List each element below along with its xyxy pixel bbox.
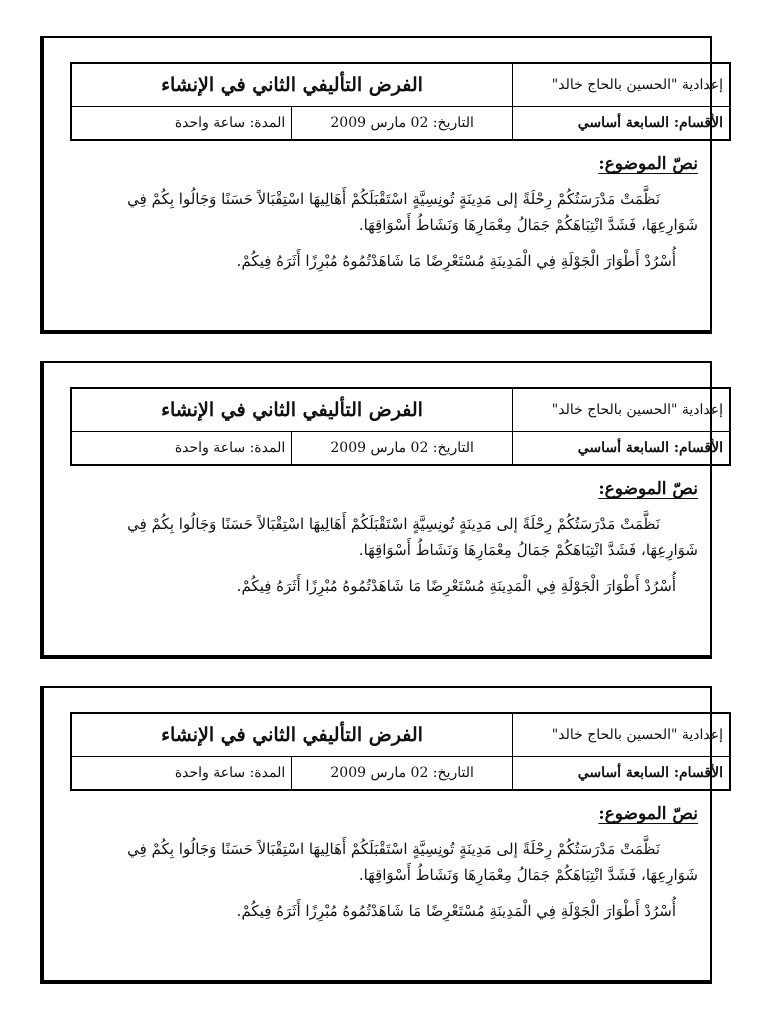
exam-duration: المدة: ساعة واحدة <box>71 757 292 791</box>
school-name: إعدادية "الحسين بالحاج خالد" <box>513 388 731 432</box>
topic-paragraph <box>68 186 698 274</box>
exam-header-table <box>70 62 731 141</box>
exam-duration: المدة: ساعة واحدة <box>71 107 292 141</box>
exam-title: الفرض التأليفي الثاني في الإنشاء <box>71 388 513 432</box>
exam-duration: المدة: ساعة واحدة <box>71 432 292 466</box>
paragraph-line: شَوَارِعِهَا، فَشَدَّ انْتِبَاهَكُمْ جَمَالُ مِعْمَارِهَا وَنَشَاطُ أَسْوَاقِهَا. <box>358 216 698 234</box>
topic-label: نصّ الموضوع: <box>598 804 698 824</box>
paragraph-line: شَوَارِعِهَا، فَشَدَّ انْتِبَاهَكُمْ جَمَالُ مِعْمَارِهَا وَنَشَاطُ أَسْوَاقِهَا. <box>358 541 698 559</box>
school-name: إعدادية "الحسين بالحاج خالد" <box>513 63 731 107</box>
exam-date: التاريخ: 02 مارس 2009 <box>292 432 513 466</box>
paragraph-line: نَظَّمَتْ مَدْرَسَتُكُمْ رِحْلَةً إلى مَدِينَةٍ تُونِسِيَّةٍ اسْتَقْبَلَكُمْ أَهَالِيهَا اسْتِقْبَالاً حَسَنًا وَجَالُوا بِكُمْ فِي <box>127 840 660 858</box>
exam-date: التاريخ: 02 مارس 2009 <box>292 107 513 141</box>
topic-paragraph <box>68 511 698 599</box>
exam-header-table <box>70 387 731 466</box>
class-level: الأقسام: السابعة أساسي <box>513 107 731 141</box>
exam-date: التاريخ: 02 مارس 2009 <box>292 757 513 791</box>
exam-sheet-3 <box>40 686 723 984</box>
exam-sheet-2 <box>40 361 723 659</box>
topic-label: نصّ الموضوع: <box>598 479 698 499</box>
exam-sheet-1 <box>40 36 723 334</box>
paragraph-line: أُسْرُدْ أَطْوَارَ الْجَوْلَةِ فِي الْمَدِينَةِ مُسْتَعْرِضًا مَا شَاهَدْتُمُوهُ مُبْرِزًا أَثَرَهُ فِيكُمْ. <box>236 252 676 270</box>
paragraph-line: نَظَّمَتْ مَدْرَسَتُكُمْ رِحْلَةً إلى مَدِينَةٍ تُونِسِيَّةٍ اسْتَقْبَلَكُمْ أَهَالِيهَا اسْتِقْبَالاً حَسَنًا وَجَالُوا بِكُمْ فِي <box>127 515 660 533</box>
paragraph-line: شَوَارِعِهَا، فَشَدَّ انْتِبَاهَكُمْ جَمَالُ مِعْمَارِهَا وَنَشَاطُ أَسْوَاقِهَا. <box>358 866 698 884</box>
paragraph-line: نَظَّمَتْ مَدْرَسَتُكُمْ رِحْلَةً إلى مَدِينَةٍ تُونِسِيَّةٍ اسْتَقْبَلَكُمْ أَهَالِيهَا اسْتِقْبَالاً حَسَنًا وَجَالُوا بِكُمْ فِي <box>127 190 660 208</box>
topic-label: نصّ الموضوع: <box>598 154 698 174</box>
class-level: الأقسام: السابعة أساسي <box>513 757 731 791</box>
school-name: إعدادية "الحسين بالحاج خالد" <box>513 713 731 757</box>
exam-title: الفرض التأليفي الثاني في الإنشاء <box>71 713 513 757</box>
exam-header-table <box>70 712 731 791</box>
topic-paragraph <box>68 836 698 924</box>
paragraph-line: أُسْرُدْ أَطْوَارَ الْجَوْلَةِ فِي الْمَدِينَةِ مُسْتَعْرِضًا مَا شَاهَدْتُمُوهُ مُبْرِزًا أَثَرَهُ فِيكُمْ. <box>236 577 676 595</box>
class-level: الأقسام: السابعة أساسي <box>513 432 731 466</box>
paragraph-line: أُسْرُدْ أَطْوَارَ الْجَوْلَةِ فِي الْمَدِينَةِ مُسْتَعْرِضًا مَا شَاهَدْتُمُوهُ مُبْرِزًا أَثَرَهُ فِيكُمْ. <box>236 902 676 920</box>
exam-title: الفرض التأليفي الثاني في الإنشاء <box>71 63 513 107</box>
